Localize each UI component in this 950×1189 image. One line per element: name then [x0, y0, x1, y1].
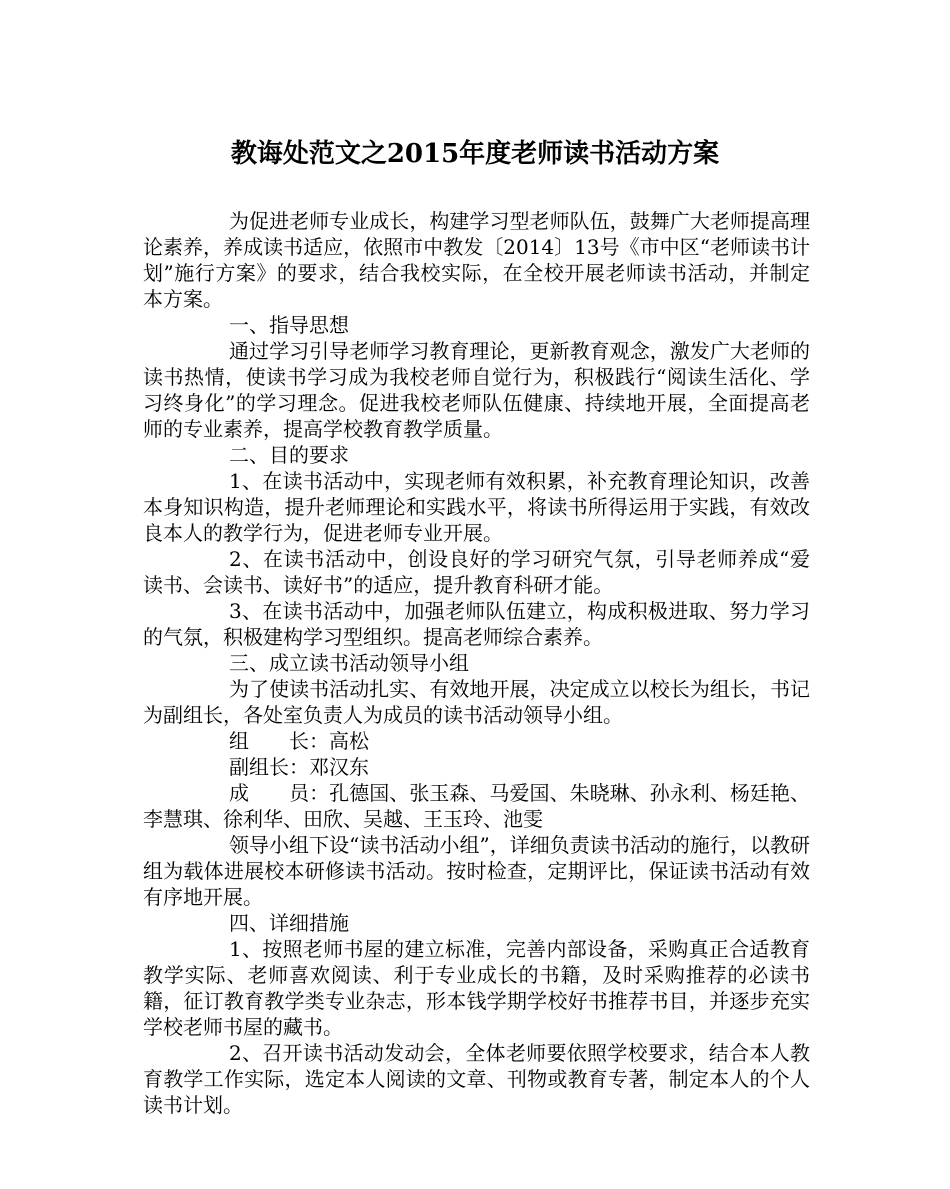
- paragraph-guiding-ideology: 通过学习引导老师学习教育理论，更新教育观念，激发广大老师的读书热情，使读书学习成为我校老师自觉行为，积极践行“阅读生活化、学习终身化”的学习理念。促进我校老师队伍健康、持续地开展，全面提高老师的专业素养，提高学校教育教学质量。: [143, 339, 810, 441]
- heading-goals: 二、目的要求: [229, 443, 349, 467]
- paragraph-goal-3: 3、在读书活动中，加强老师队伍建立，构成积极进取、努力学习的气氛，积极建构学习型组织。提高老师综合素养。: [143, 599, 810, 649]
- line-members: 成 员：孔德国、张玉森、马爱国、朱晓琳、孙永利、杨廷艳、李慧琪、徐利华、田欣、吴越、王玉玲、池雯: [143, 781, 810, 831]
- paragraph-leadership-group: 为了使读书活动扎实、有效地开展，决定成立以校长为组长，书记为副组长，各处室负责人为成员的读书活动领导小组。: [143, 677, 810, 727]
- paragraph-intro: 为促进老师专业成长，构建学习型老师队伍，鼓舞广大老师提高理论素养，养成读书适应，依照市中教发〔2014〕13号《市中区“老师读书计划”施行方案》的要求，结合我校实际，在全校开展老师读书活动，并制定本方案。: [143, 209, 810, 311]
- document-body: [143, 208, 810, 1118]
- paragraph-reading-group: 领导小组下设“读书活动小组”，详细负责读书活动的施行，以教研组为载体进展校本研修读书活动。按时检查，定期评比，保证读书活动有效有序地开展。: [143, 833, 810, 909]
- heading-leadership-group: 三、成立读书活动领导小组: [229, 651, 469, 675]
- document-title: 教诲处范文之2015年度老师读书活动方案: [230, 139, 720, 169]
- paragraph-goal-2: 2、在读书活动中，创设良好的学习研究气氛，引导老师养成“爱读书、会读书、读好书”的适应，提升教育科研才能。: [143, 547, 810, 597]
- heading-measures: 四、详细措施: [229, 911, 349, 935]
- paragraph-goal-1: 1、在读书活动中，实现老师有效积累，补充教育理论知识，改善本身知识构造，提升老师理论和实践水平，将读书所得运用于实践，有效改良本人的教学行为，促进老师专业开展。: [143, 469, 810, 545]
- paragraph-measure-2: 2、召开读书活动发动会，全体老师要依照学校要求，结合本人教育教学工作实际，选定本人阅读的文章、刊物或教育专著，制定本人的个人读书计划。: [143, 1041, 810, 1117]
- paragraph-measure-1: 1、按照老师书屋的建立标准，完善内部设备，采购真正合适教育教学实际、老师喜欢阅读、利于专业成长的书籍，及时采购推荐的必读书籍，征订教育教学类专业杂志，形本钱学期学校好书推荐书目，并逐步充实学校老师书屋的藏书。: [143, 937, 810, 1039]
- line-group-leader: 组 长：高松: [229, 729, 369, 753]
- line-deputy-leader: 副组长：邓汉东: [229, 755, 369, 779]
- heading-guiding-ideology: 一、指导思想: [229, 313, 349, 337]
